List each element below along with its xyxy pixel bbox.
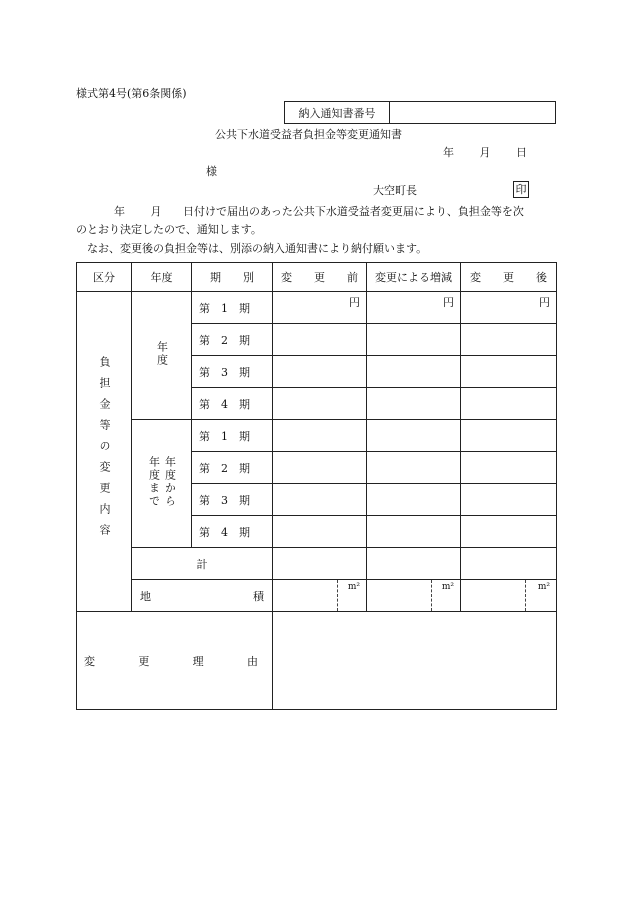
area-before[interactable] — [273, 580, 367, 612]
area-unit: m² — [441, 582, 454, 592]
body-line-1 — [114, 203, 524, 219]
before-cell[interactable] — [273, 388, 367, 420]
body-year: 年 — [114, 205, 125, 218]
area-label-left: 地 — [140, 589, 151, 603]
after-cell[interactable] — [461, 452, 557, 484]
period-label: 第 4 期 — [199, 525, 250, 539]
header-year: 年度 — [132, 263, 192, 292]
notice-number-field[interactable] — [390, 102, 556, 124]
area-after[interactable] — [461, 580, 557, 612]
yen-unit: 円 — [443, 296, 454, 309]
change-cell[interactable] — [367, 420, 461, 452]
area-change[interactable] — [367, 580, 461, 612]
yen-unit: 円 — [349, 296, 360, 309]
period-cell — [192, 292, 273, 324]
before-cell[interactable] — [273, 484, 367, 516]
change-cell[interactable] — [367, 388, 461, 420]
group-label-cell — [77, 292, 132, 612]
period-cell — [192, 516, 273, 548]
year-group-1-cell — [132, 292, 192, 420]
before-cell[interactable] — [273, 292, 367, 324]
reason-label-cell — [77, 612, 273, 710]
change-cell[interactable] — [367, 324, 461, 356]
table-row — [77, 292, 557, 324]
group-label: 負担金等の変更内容 — [98, 355, 111, 545]
period-label: 第 3 期 — [199, 493, 250, 507]
after-cell[interactable] — [461, 388, 557, 420]
decimal-divider — [431, 580, 432, 611]
before-cell[interactable] — [273, 324, 367, 356]
after-cell[interactable] — [461, 356, 557, 388]
total-after[interactable] — [461, 548, 557, 580]
decimal-divider — [337, 580, 338, 611]
change-cell[interactable] — [367, 452, 461, 484]
document-title: 公共下水道受益者負担金等変更通知書 — [215, 128, 402, 141]
change-cell[interactable] — [367, 356, 461, 388]
period-label: 第 3 期 — [199, 365, 250, 379]
period-cell — [192, 484, 273, 516]
date-day: 日 — [516, 146, 527, 159]
table-header-row — [77, 263, 557, 292]
before-cell[interactable] — [273, 452, 367, 484]
before-cell[interactable] — [273, 356, 367, 388]
reason-char: 更 — [138, 654, 150, 668]
yen-unit: 円 — [539, 296, 550, 309]
area-label-right: 積 — [253, 589, 264, 603]
year-group-2-cell — [132, 420, 192, 548]
reason-field[interactable] — [273, 612, 557, 710]
change-cell[interactable] — [367, 484, 461, 516]
date-line — [443, 144, 527, 160]
before-cell[interactable] — [273, 420, 367, 452]
body-month: 月 — [150, 205, 162, 218]
body-line-2: のとおり決定したので、通知します。 — [76, 223, 262, 236]
after-cell[interactable] — [461, 516, 557, 548]
period-cell — [192, 388, 273, 420]
header-period: 期 別 — [192, 263, 273, 292]
header-category: 区分 — [77, 263, 132, 292]
after-cell[interactable] — [461, 292, 557, 324]
total-row — [77, 548, 557, 580]
total-before[interactable] — [273, 548, 367, 580]
date-year: 年 — [443, 146, 454, 159]
reason-char: 由 — [246, 654, 258, 668]
period-label: 第 1 期 — [199, 301, 250, 315]
reason-char: 変 — [84, 654, 95, 668]
period-label: 第 2 期 — [199, 461, 250, 475]
reason-char: 理 — [192, 654, 204, 668]
year-group-1: 年度 — [155, 341, 169, 367]
header-after: 変 更 後 — [461, 263, 557, 292]
notice-number-label: 納入通知書番号 — [285, 102, 390, 124]
table-row — [77, 420, 557, 452]
total-change[interactable] — [367, 548, 461, 580]
change-table — [76, 262, 557, 710]
period-cell — [192, 452, 273, 484]
form-label: 様式第4号(第6条関係) — [76, 87, 187, 100]
decimal-divider — [525, 580, 526, 611]
notice-number-box — [284, 101, 556, 124]
body-line-3: なお、変更後の負担金等は、別添の納入通知書により納付願います。 — [87, 242, 428, 255]
area-row — [77, 580, 557, 612]
period-label: 第 1 期 — [199, 429, 250, 443]
area-unit: m² — [347, 582, 360, 592]
period-cell — [192, 356, 273, 388]
period-cell — [192, 420, 273, 452]
after-cell[interactable] — [461, 420, 557, 452]
date-month: 月 — [479, 146, 491, 159]
before-cell[interactable] — [273, 516, 367, 548]
total-label: 計 — [132, 548, 273, 580]
area-unit: m² — [537, 582, 550, 592]
change-cell[interactable] — [367, 292, 461, 324]
seal-box: 印 — [513, 181, 529, 198]
period-label: 第 4 期 — [199, 397, 250, 411]
reason-row — [77, 612, 557, 710]
area-label-cell — [132, 580, 273, 612]
change-cell[interactable] — [367, 516, 461, 548]
addressee-suffix: 様 — [206, 165, 217, 178]
period-cell — [192, 324, 273, 356]
after-cell[interactable] — [461, 484, 557, 516]
header-before: 変 更 前 — [273, 263, 367, 292]
after-cell[interactable] — [461, 324, 557, 356]
header-change: 変更による増減 — [367, 263, 461, 292]
period-label: 第 2 期 — [199, 333, 250, 347]
body-rest: 日付けで届出のあった公共下水道受益者変更届により、負担金等を次 — [183, 205, 524, 218]
issuer-name: 大空町長 — [373, 184, 417, 197]
year-group-2: 年度から年度まで — [147, 456, 177, 508]
